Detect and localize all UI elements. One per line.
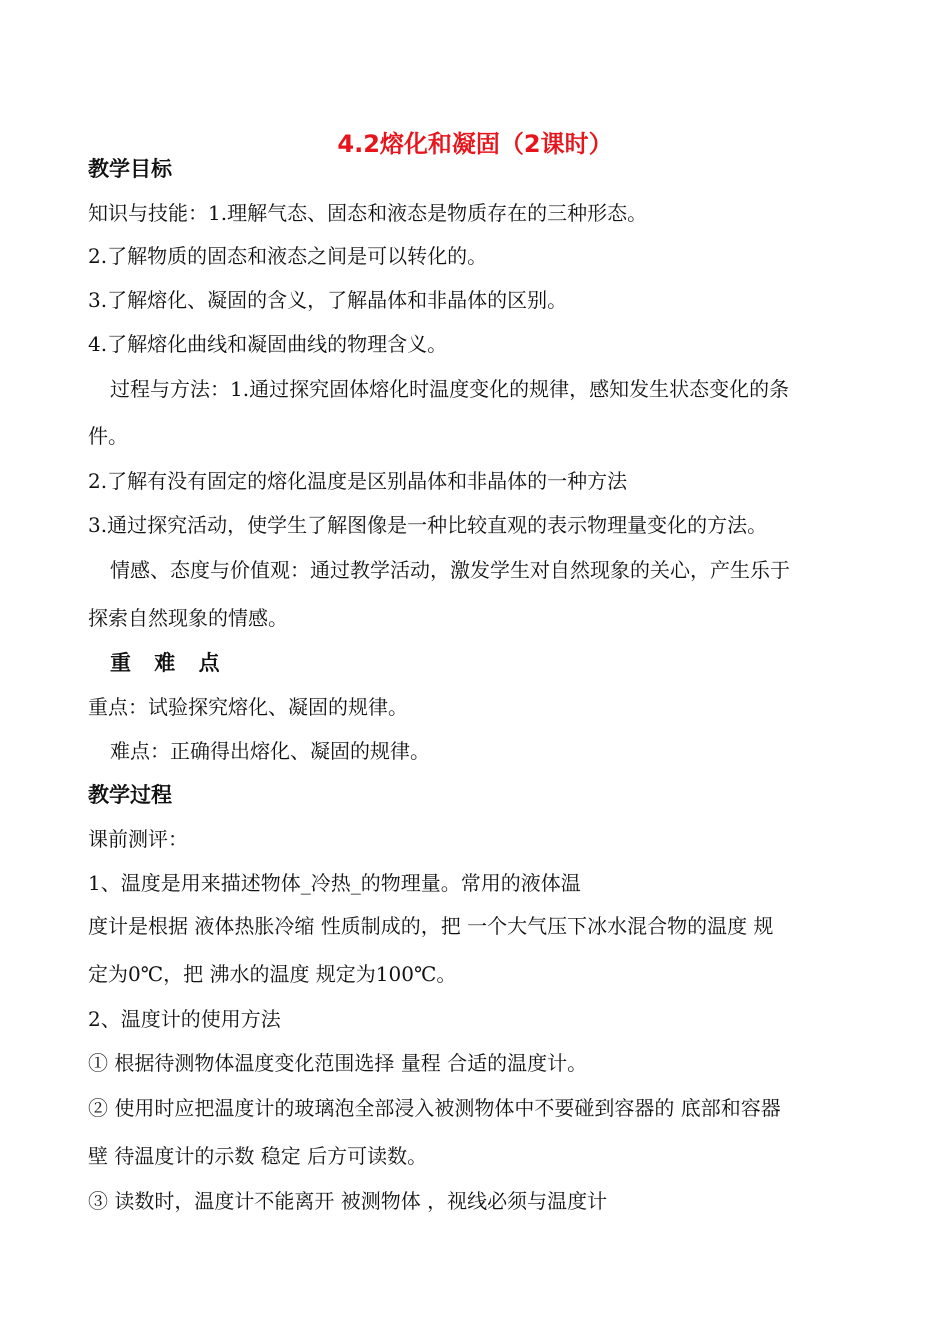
keypoint-line: 重点：试验探究熔化、凝固的规律。 xyxy=(88,695,408,719)
process-line: ① 根据待测物体温度变化范围选择 量程 合适的温度计。 xyxy=(88,1051,588,1075)
section-heading-process: 教学过程 xyxy=(88,783,172,807)
objective-line: 2.了解有没有固定的熔化温度是区别晶体和非晶体的一种方法 xyxy=(88,469,628,493)
process-line: 定为0℃，把 沸水的温度 规定为100℃。 xyxy=(88,962,457,986)
objective-line: 知识与技能：1.理解气态、固态和液态是物质存在的三种形态。 xyxy=(88,201,648,225)
section-heading-keypoints: 重 难 点 xyxy=(110,651,228,675)
process-line: 课前测评： xyxy=(88,827,188,851)
process-line: ③ 读数时，温度计不能离开 被测物体 ，视线必须与温度计 xyxy=(88,1189,608,1213)
objective-line: 件。 xyxy=(88,424,128,448)
objective-line: 2.了解物质的固态和液态之间是可以转化的。 xyxy=(88,244,488,268)
objective-line: 3.通过探究活动，使学生了解图像是一种比较直观的表示物理量变化的方法。 xyxy=(88,513,768,537)
objective-line: 过程与方法：1.通过探究固体熔化时温度变化的规律，感知发生状态变化的条 xyxy=(110,377,790,401)
page-title: 4.2熔化和凝固（2课时） xyxy=(337,130,613,158)
process-line: ② 使用时应把温度计的玻璃泡全部浸入被测物体中不要碰到容器的 底部和容器 xyxy=(88,1096,781,1120)
objective-line: 4.了解熔化曲线和凝固曲线的物理含义。 xyxy=(88,332,448,356)
objective-line: 情感、态度与价值观：通过教学活动，激发学生对自然现象的关心，产生乐于 xyxy=(110,558,790,582)
process-line: 1、温度是用来描述物体_冷热_的物理量。常用的液体温 xyxy=(88,871,581,895)
section-heading-objectives: 教学目标 xyxy=(88,157,172,181)
process-line: 度计是根据 液体热胀冷缩 性质制成的，把 一个大气压下冰水混合物的温度 规 xyxy=(88,914,774,938)
process-line: 2、温度计的使用方法 xyxy=(88,1007,281,1031)
process-line: 壁 待温度计的示数 稳定 后方可读数。 xyxy=(88,1144,428,1168)
keypoint-line: 难点：正确得出熔化、凝固的规律。 xyxy=(110,739,430,763)
objective-line: 探索自然现象的情感。 xyxy=(88,606,288,630)
objective-line: 3.了解熔化、凝固的含义，了解晶体和非晶体的区别。 xyxy=(88,288,568,312)
